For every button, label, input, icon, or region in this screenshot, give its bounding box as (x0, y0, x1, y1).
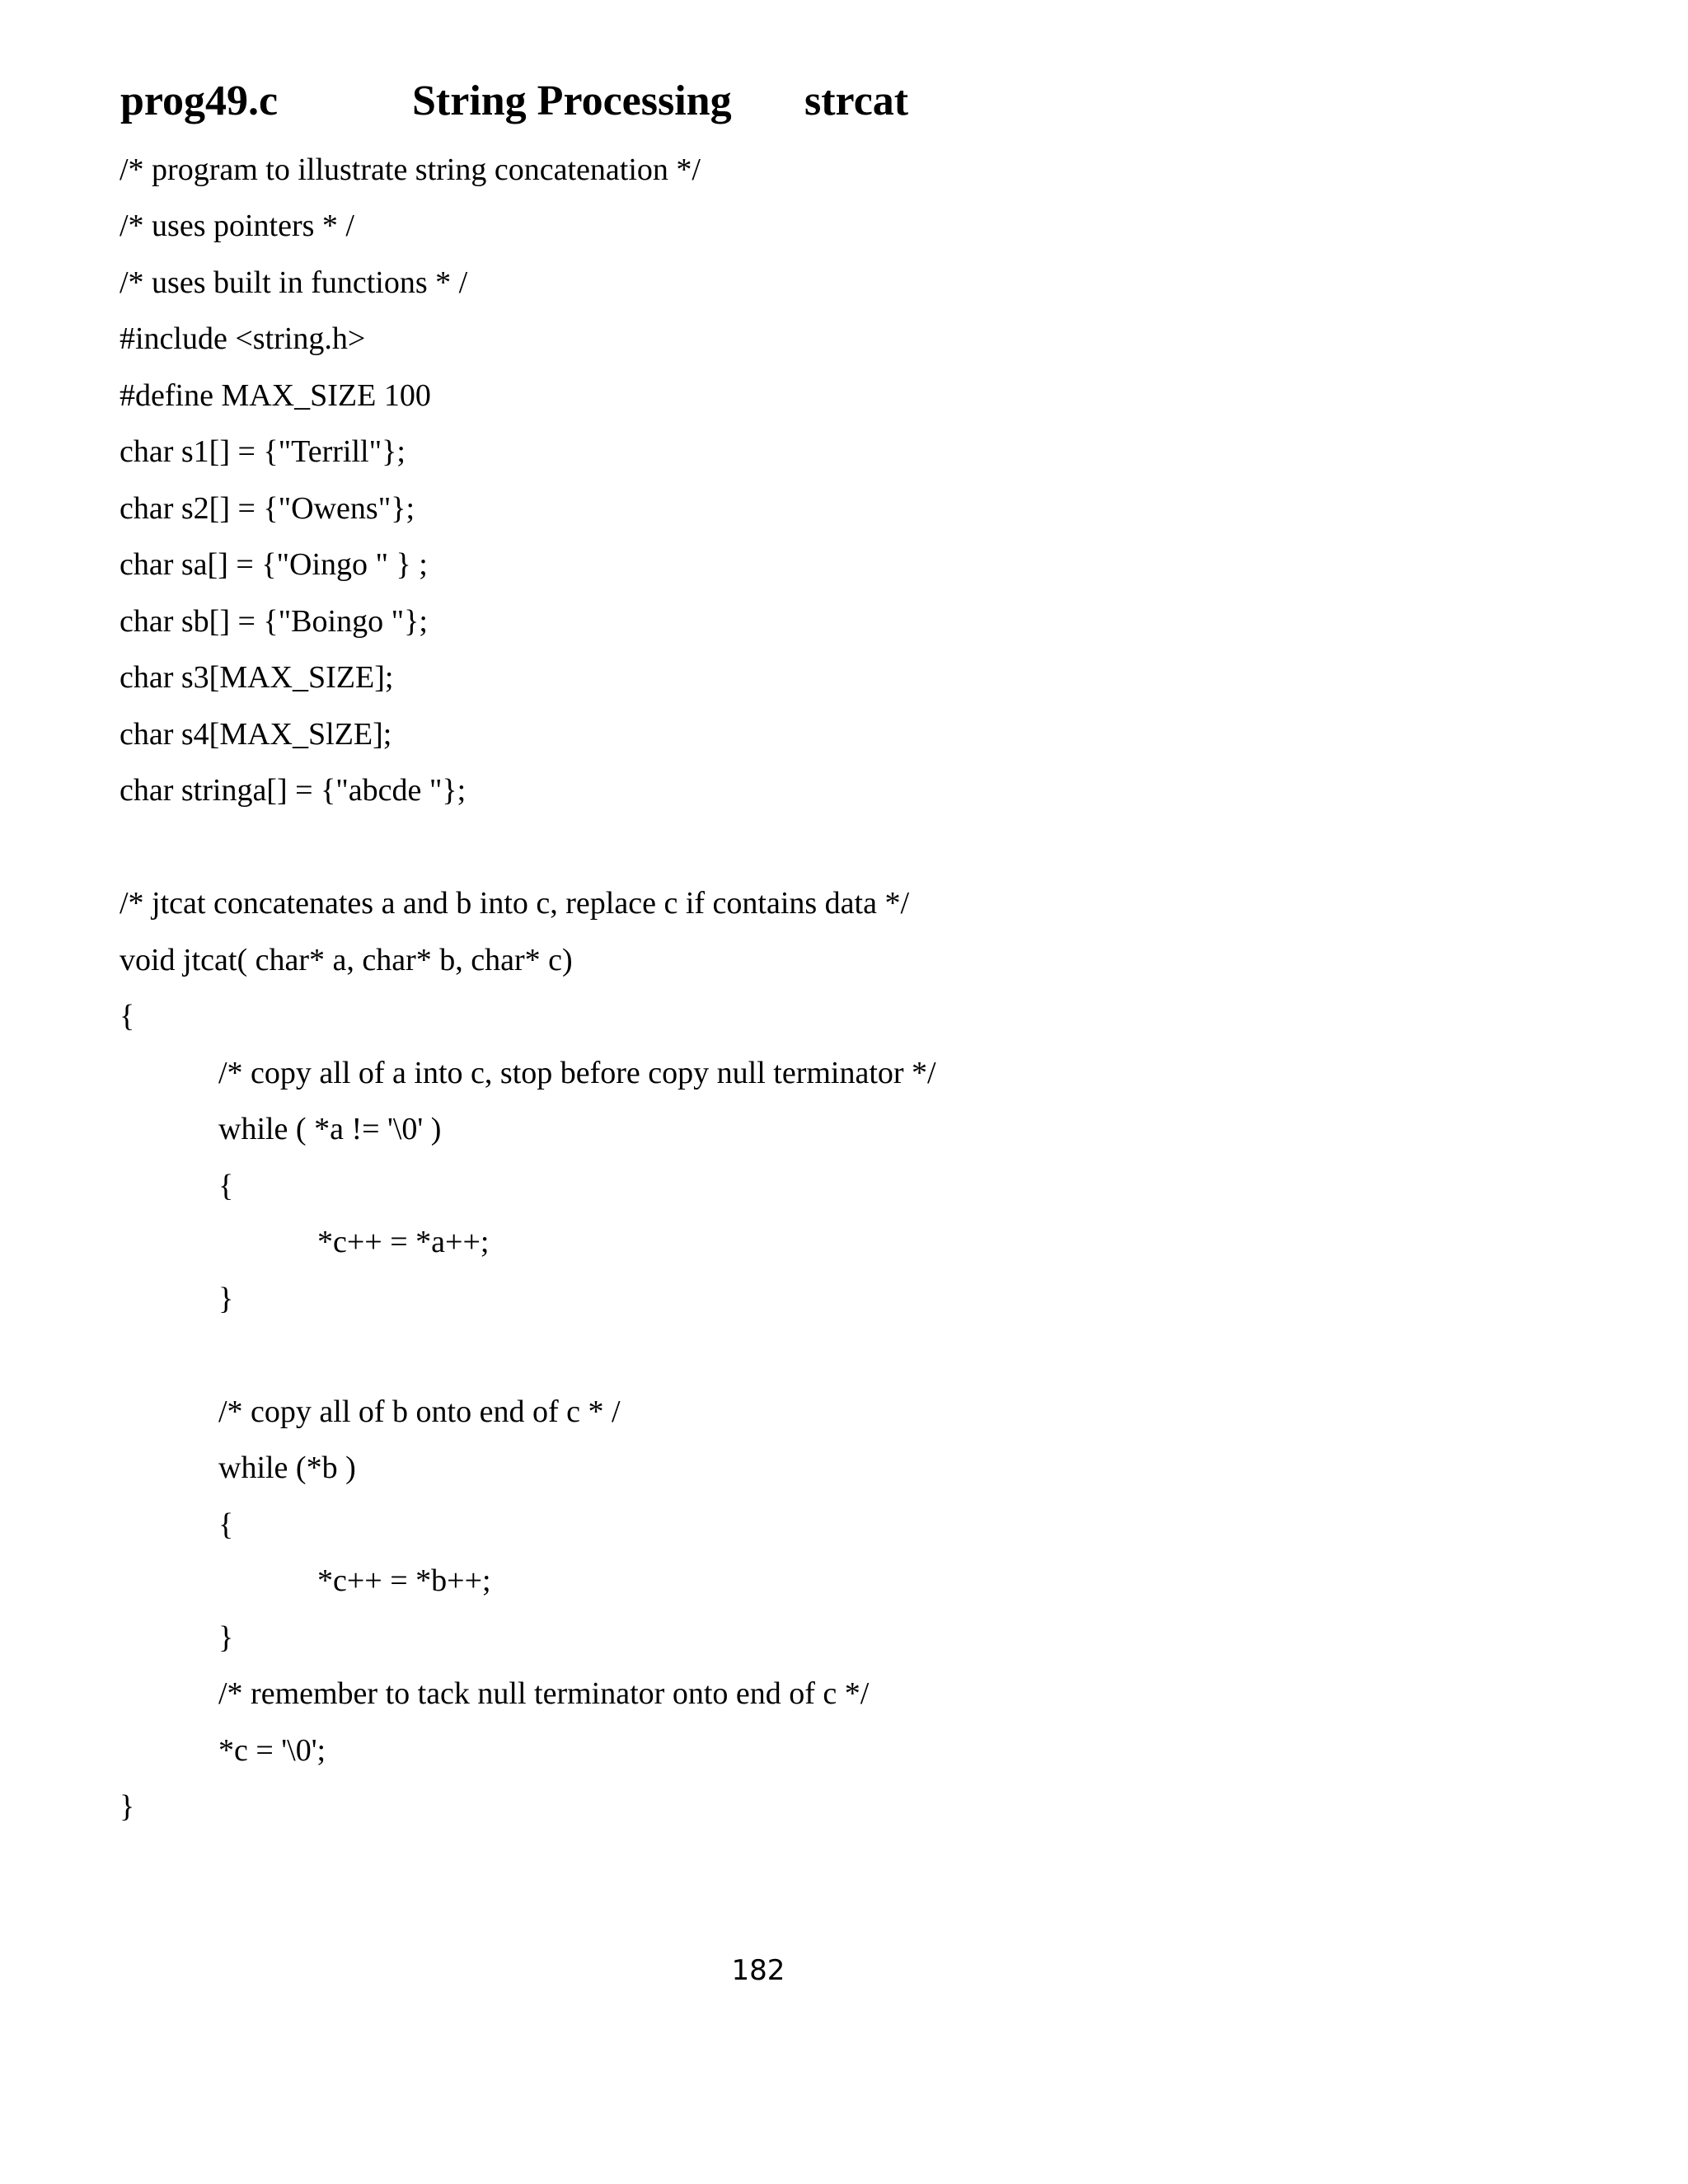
code-line: } (120, 1789, 135, 1824)
page-number: 182 (731, 1954, 785, 1987)
code-line: #include <string.h> (120, 321, 366, 356)
code-line: } (218, 1282, 234, 1316)
heading-topic: String Processing (412, 77, 732, 124)
code-line: char sa[] = {"Oingo " } ; (120, 547, 428, 582)
code-line: { (120, 999, 135, 1033)
code-line: *c++ = *a++; (317, 1225, 490, 1259)
code-line: { (218, 1507, 234, 1542)
heading-function: strcat (804, 77, 909, 124)
heading-file-name: prog49.c (120, 77, 279, 124)
code-line: char stringa[] = {"abcde "}; (120, 773, 467, 808)
code-line: /* remember to tack null terminator onto end of c */ (218, 1676, 870, 1711)
code-line: { (218, 1169, 234, 1203)
code-line: char s1[] = {"Terrill"}; (120, 434, 406, 469)
code-line: *c = '\0'; (218, 1733, 326, 1768)
code-line: /* copy all of b onto end of c * / (218, 1394, 621, 1429)
code-line: /* copy all of a into c, stop before copy null terminator */ (218, 1056, 936, 1090)
code-line: #define MAX_SIZE 100 (120, 378, 431, 413)
code-line: char s4[MAX_SlZE]; (120, 717, 392, 752)
code-line: while ( *a != '\0' ) (218, 1112, 442, 1146)
code-line: /* uses built in functions * / (120, 265, 468, 300)
code-line: char s3[MAX_SIZE]; (120, 660, 394, 695)
page-heading (0, 73, 1688, 130)
code-line: while (*b ) (218, 1451, 356, 1485)
code-line: } (218, 1620, 234, 1655)
code-line: void jtcat( char* a, char* b, char* c) (120, 943, 573, 977)
code-line: char s2[] = {"Owens"}; (120, 491, 415, 526)
code-line: /* program to illustrate string concatenation */ (120, 152, 701, 187)
code-line: /* jtcat concatenates a and b into c, replace c if contains data */ (120, 886, 910, 921)
code-line: char sb[] = {"Boingo "}; (120, 604, 428, 639)
code-line: *c++ = *b++; (317, 1563, 491, 1598)
code-line: /* uses pointers * / (120, 209, 354, 243)
